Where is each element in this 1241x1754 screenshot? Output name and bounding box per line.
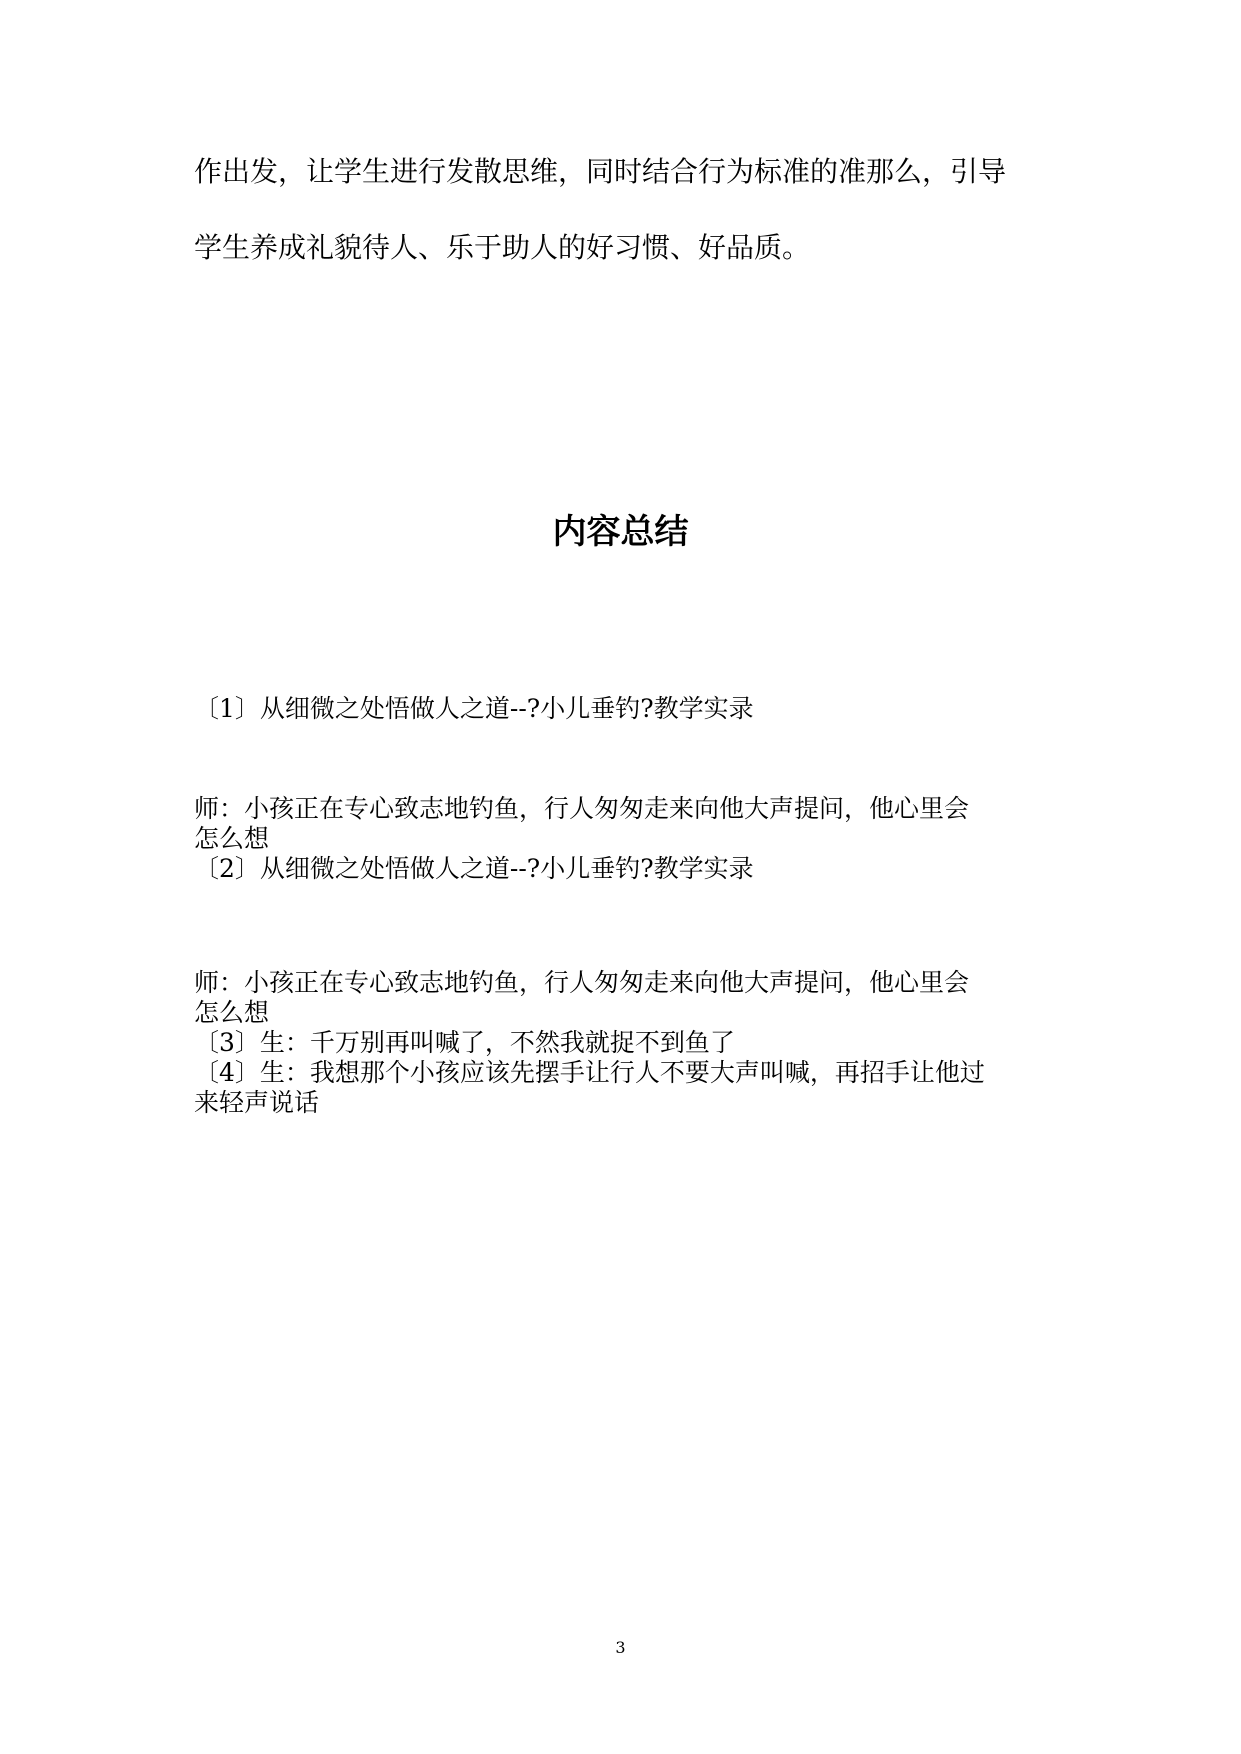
teacher-question-2-line-2: 怎么想 [194,998,270,1027]
intro-text-line-1: 作出发，让学生进行发散思维，同时结合行为标准的准那么，引导 [194,155,1007,188]
summary-item-2-text: 〔2〕从细微之处悟做人之道--?小儿垂钓?教学实录 [194,854,754,883]
page-number: 3 [615,1638,626,1657]
teacher-question-2 [194,968,1054,1118]
teacher-question-1-line-1: 师：小孩正在专心致志地钓鱼，行人匆匆走来向他大声提问，他心里会 [194,794,970,823]
teacher-question-2-line-1: 师：小孩正在专心致志地钓鱼，行人匆匆走来向他大声提问，他心里会 [194,968,970,997]
teacher-question-1-line-2: 怎么想 [194,824,270,853]
intro-text-line-2: 学生养成礼貌待人、乐于助人的好习惯、好品质。 [194,231,811,264]
summary-item-3-text: 〔3〕生：千万别再叫喊了，不然我就捉不到鱼了 [194,1028,735,1057]
summary-item-1 [194,694,1054,724]
section-title: 内容总结 [552,512,689,552]
summary-item-1-text: 〔1〕从细微之处悟做人之道--?小儿垂钓?教学实录 [194,694,754,723]
summary-item-4-line-2: 来轻声说话 [194,1088,320,1117]
teacher-question-1 [194,794,1054,884]
summary-item-4-line-1: 〔4〕生：我想那个小孩应该先摆手让行人不要大声叫喊，再招手让他过 [194,1058,985,1087]
